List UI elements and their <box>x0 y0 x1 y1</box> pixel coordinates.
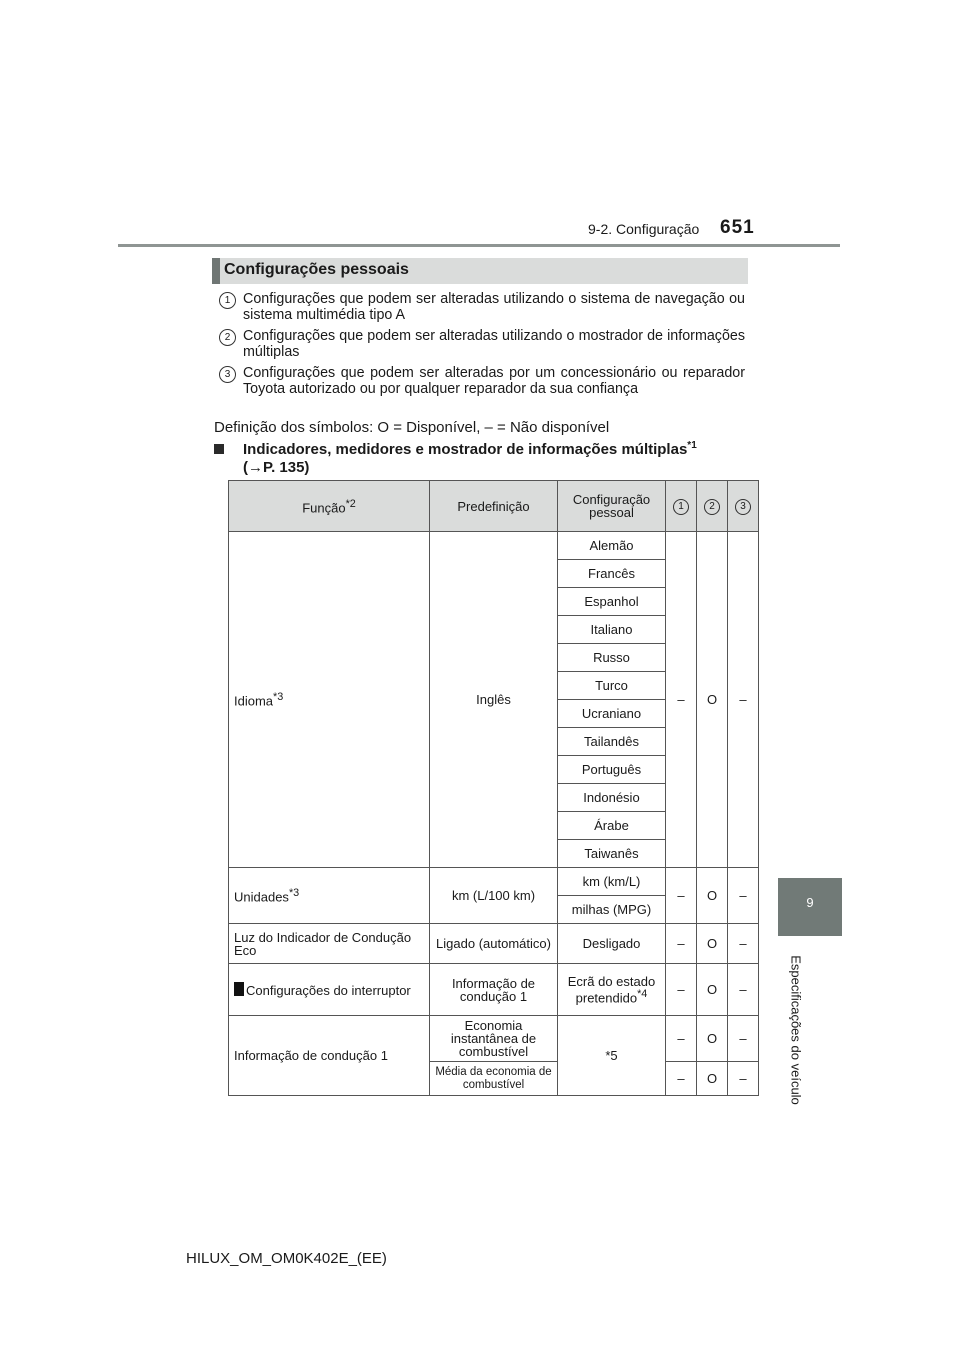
col-c2: 2 <box>697 481 728 532</box>
header-section: 9-2. Configuração <box>588 221 700 237</box>
units-option: milhas (MPG) <box>558 896 666 924</box>
table-row <box>229 1016 759 1062</box>
language-option: Português <box>558 756 666 784</box>
drive-info-c3: – <box>728 1016 759 1062</box>
bullet-ref-link[interactable]: (→P. 135) <box>243 459 310 476</box>
table-row <box>229 532 759 560</box>
table-row <box>229 868 759 896</box>
eco-personal: Desligado <box>558 924 666 964</box>
units-c3: – <box>728 868 759 924</box>
language-function: Idioma$^{*3}$ <box>229 532 430 868</box>
drive-info-c2: O <box>697 1016 728 1062</box>
section-title: Configurações pessoais <box>224 261 409 278</box>
language-option: Turco <box>558 672 666 700</box>
drive-info-default: Economia instantânea de combustível <box>430 1016 558 1062</box>
language-c2: O <box>697 532 728 868</box>
drive-info-c2: O <box>697 1062 728 1096</box>
chapter-tab[interactable]: 9 <box>778 878 842 936</box>
eco-function: Luz do Indicador de Condução Eco <box>229 924 430 964</box>
steering-switch-icon <box>234 982 244 996</box>
drive-info-c1: – <box>666 1016 697 1062</box>
table-row <box>229 924 759 964</box>
col-personal: Configuração pessoal <box>558 481 666 532</box>
drive-info-personal: *5 <box>558 1016 666 1096</box>
switch-c2: O <box>697 964 728 1016</box>
language-option: Italiano <box>558 616 666 644</box>
switch-default: Informação de condução 1 <box>430 964 558 1016</box>
bullet-text: Indicadores, medidores e mostrador de informações múltiplas <box>243 441 688 458</box>
col-c1: 1 <box>666 481 697 532</box>
language-option: Taiwanês <box>558 840 666 868</box>
eco-c1: – <box>666 924 697 964</box>
bullet-heading <box>243 437 697 477</box>
bullet-square-icon <box>214 444 224 454</box>
legend-number-1: 1 <box>219 292 236 309</box>
units-c1: – <box>666 868 697 924</box>
language-c3: – <box>728 532 759 868</box>
language-option: Espanhol <box>558 588 666 616</box>
language-option: Russo <box>558 644 666 672</box>
drive-info-default: Média da economia de combustível <box>430 1062 558 1096</box>
drive-info-c1: – <box>666 1062 697 1096</box>
language-option: Árabe <box>558 812 666 840</box>
units-function: Unidades$^{*3}$ <box>229 868 430 924</box>
language-option: Alemão <box>558 532 666 560</box>
units-c2: O <box>697 868 728 924</box>
bullet-sup: *1 <box>687 440 697 451</box>
legend-text-2: Configurações que podem ser alteradas utilizando o mostrador de informações múltiplas <box>243 328 745 360</box>
eco-c2: O <box>697 924 728 964</box>
col-c3: 3 <box>728 481 759 532</box>
units-option: km (km/L) <box>558 868 666 896</box>
language-option: Tailandês <box>558 728 666 756</box>
col-function: Função$^{*2}$ <box>229 481 430 532</box>
eco-default: Ligado (automático) <box>430 924 558 964</box>
switch-personal: Ecrã do estado pretendido$^{*4}$ <box>558 964 666 1016</box>
symbol-definition: Definição dos símbolos: O = Disponível, – = Não disponível <box>214 419 610 436</box>
language-option: Francês <box>558 560 666 588</box>
page-number: 651 <box>720 217 755 238</box>
table-header-row <box>229 481 759 532</box>
chapter-label-text: Especificações do veículo <box>788 955 804 1105</box>
drive-info-function: Informação de condução 1 <box>229 1016 430 1096</box>
units-default: km (L/100 km) <box>430 868 558 924</box>
drive-info-c3: – <box>728 1062 759 1096</box>
legend-text-3: Configurações que podem ser alteradas por um concessionário ou reparador Toyota autorizado ou por qualquer reparador da sua confiança <box>243 365 745 397</box>
chapter-label <box>782 945 810 1115</box>
language-option: Indonésio <box>558 784 666 812</box>
legend-text-1: Configurações que podem ser alteradas utilizando o sistema de navegação ou sistema multimédia tipo A <box>243 291 745 323</box>
table-row <box>229 964 759 1016</box>
language-default: Inglês <box>430 532 558 868</box>
header-rule <box>118 244 840 247</box>
language-option: Ucraniano <box>558 700 666 728</box>
legend-number-2: 2 <box>219 329 236 346</box>
col-default: Predefinição <box>430 481 558 532</box>
eco-c3: – <box>728 924 759 964</box>
language-c1: – <box>666 532 697 868</box>
switch-function: Configurações do interruptor <box>229 964 430 1016</box>
footer-code: HILUX_OM_OM0K402E_(EE) <box>186 1250 387 1267</box>
switch-c3: – <box>728 964 759 1016</box>
legend-number-3: 3 <box>219 366 236 383</box>
settings-table <box>228 480 759 1096</box>
switch-c1: – <box>666 964 697 1016</box>
